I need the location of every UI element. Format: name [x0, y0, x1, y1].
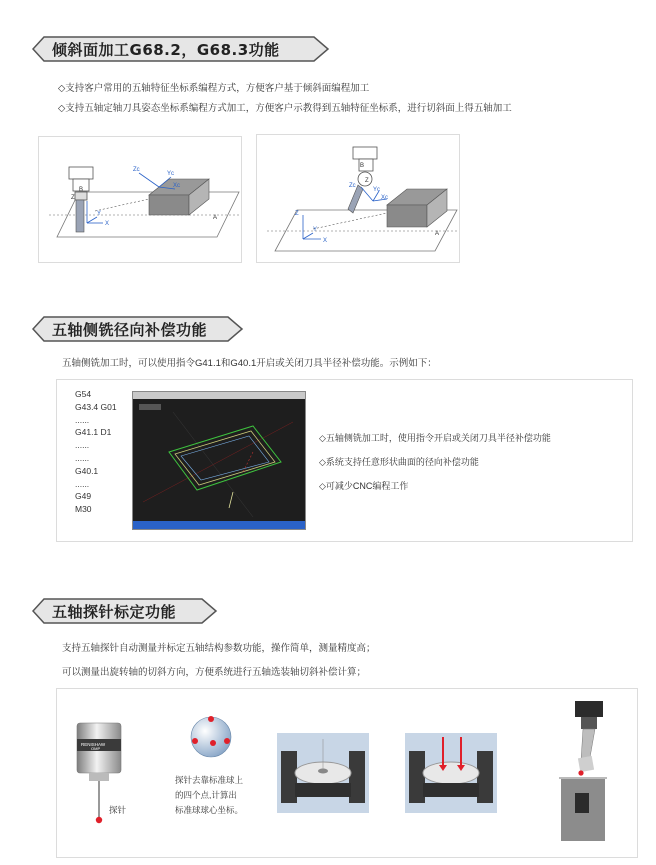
side-milling-panel: [56, 379, 633, 542]
section1-title: [32, 36, 332, 62]
gcode-line: G40.1: [75, 465, 99, 476]
label-xc-right: Xc: [381, 195, 389, 201]
gcode-line: ......: [75, 478, 90, 489]
probe-calibration-panel: [56, 688, 638, 858]
sphere-caption: [175, 773, 243, 818]
calibration-sphere: [187, 713, 235, 761]
gcode-listing: [75, 388, 117, 516]
spindle-probe-image: [555, 697, 621, 847]
label-z-right: Z: [365, 178, 369, 184]
g68-diagram-left: [39, 137, 241, 262]
label-zc-right: Zc: [349, 183, 356, 189]
side-milling-bullet-2: ◇系统支持任意形状曲面的径向补偿功能: [319, 457, 479, 467]
label-x: X: [105, 221, 110, 227]
label-x-right: X: [323, 238, 328, 244]
probe-brand: RENISHAW: [81, 742, 106, 747]
section3-line-1: 支持五轴探针自动测量并标定五轴结构参数功能，操作简单，测量精度高；: [62, 643, 376, 654]
gcode-line: G41.1 D1: [75, 427, 112, 438]
rotary-table-image-2: [405, 733, 497, 813]
cam-screenshot: [132, 391, 306, 530]
section1-bullet-2: ◇支持五轴定轴刀具姿态坐标系编程方式加工，方便客户示教得到五轴特征坐标系，进行切斜面上得五轴加工: [58, 103, 512, 114]
label-zc: Zc: [133, 167, 140, 173]
section2-title: [32, 316, 246, 342]
section3-title: [32, 598, 220, 624]
section3-title-text: 五轴探针标定功能: [52, 602, 177, 621]
label-a-right: A: [435, 231, 440, 237]
label-yc: Yc: [167, 171, 175, 177]
side-milling-bullet-3: ◇可减少CNC编程工作: [319, 481, 409, 491]
probe-model: OMP: [91, 746, 101, 751]
gcode-line: G49: [75, 491, 92, 502]
probe-image: [71, 719, 141, 829]
gcode-line: M30: [75, 504, 92, 515]
label-b: B: [79, 187, 84, 193]
label-z: Z: [71, 195, 75, 201]
sphere-caption-line: 的四个点,计算出: [175, 790, 237, 800]
label-y-right: Y: [313, 227, 318, 233]
section2-intro: 五轴侧铣加工时，可以使用指令G41.1和G40.1开启或关闭刀具半径补偿功能。示例如下：: [62, 358, 437, 369]
gcode-line: ......: [75, 414, 90, 425]
section3-line-2: 可以测量出旋转轴的切斜方向，方便系统进行五轴选装轴切斜补偿计算；: [62, 667, 367, 678]
probe-label: 探针: [109, 805, 127, 815]
label-yc-right: Yc: [373, 187, 381, 193]
rotary-table-image-1: [277, 733, 369, 813]
section2-title-text: 五轴侧铣径向补偿功能: [52, 320, 208, 339]
label-b-right: B: [360, 163, 365, 169]
label-a: A: [213, 215, 218, 221]
section1-bullet-1: ◇支持客户常用的五轴特征坐标系编程方式，方便客户基于倾斜面编程加工: [58, 83, 370, 94]
gcode-line: G54: [75, 389, 92, 399]
toolpath-view: [133, 392, 305, 529]
g68-diagram-right: [257, 135, 459, 262]
section1-title-text: 倾斜面加工G68.2，G68.3功能: [52, 40, 280, 59]
label-xc: Xc: [173, 183, 181, 189]
label-z2-right: Z: [295, 211, 299, 217]
sphere-caption-line: 探针去靠标准球上: [175, 775, 244, 785]
tilted-plane-diagram-left: [38, 136, 242, 263]
gcode-line: G43.4 G01: [75, 401, 117, 412]
label-y: Y: [97, 211, 102, 217]
tilted-plane-diagram-right: [256, 134, 460, 263]
sphere-caption-line: 标准球球心坐标。: [175, 805, 244, 815]
gcode-line: ......: [75, 452, 90, 463]
gcode-line: ......: [75, 440, 90, 451]
side-milling-bullet-1: ◇五轴侧铣加工时，使用指令开启或关闭刀具半径补偿功能: [319, 433, 551, 443]
